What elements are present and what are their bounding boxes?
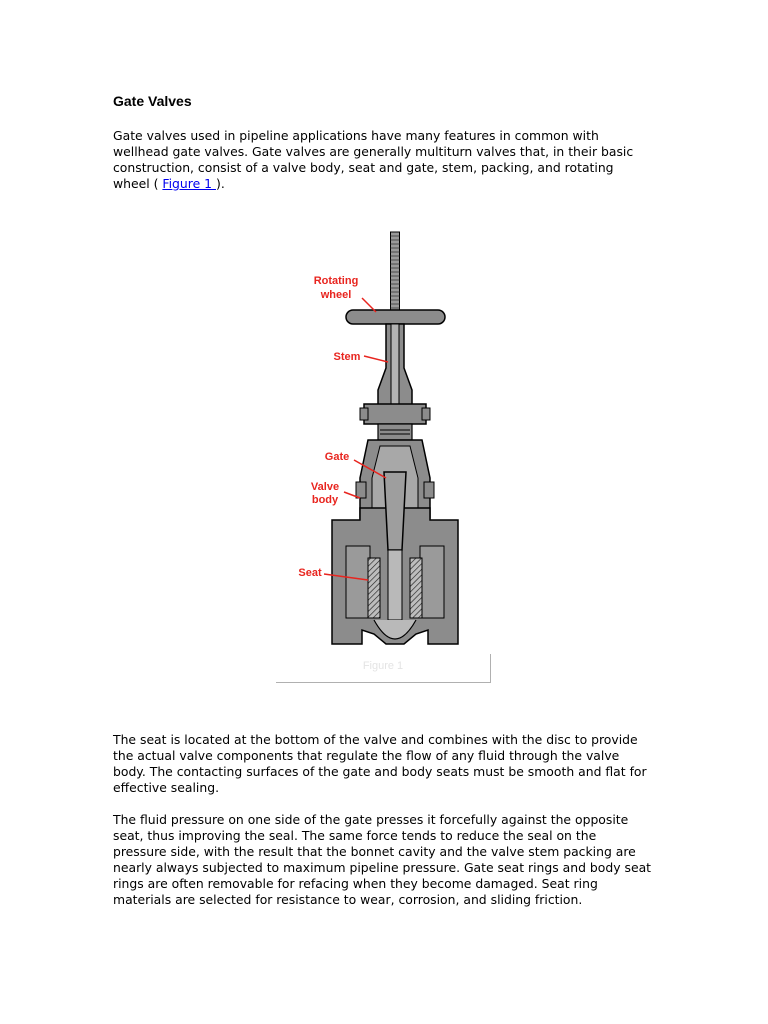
intro-text-end: ).	[215, 176, 225, 191]
label-seat: Seat	[298, 567, 322, 579]
intro-paragraph	[113, 128, 653, 192]
label-wheel: wheel	[320, 289, 352, 301]
label-valve: Valve	[310, 481, 340, 493]
pressure-paragraph: The fluid pressure on one side of the gate presses it forcefully against the opposite seat, thus improving the seal. The same force tends to reduce the seal on the pressure side, with the result that the bonnet cavity and the valve stem packing are nearly always subjected to maximum pipeline pressure. Gate seat rings and body seat rings are often removable for refacing when they become damaged. Seat ring materials are selected for resistance to wear, corrosion, and sliding friction.	[113, 812, 652, 907]
label-rotating: Rotating	[313, 275, 359, 287]
seat-left	[368, 558, 380, 618]
label-gate: Gate	[324, 451, 350, 463]
intro-text: Gate valves used in pipeline applications have many features in common with wellhead gate valves. Gate valves are generally multiturn valves that, in their basic construction, consist of a valve body, seat and gate, stem, packing, and rotating wheel (	[113, 128, 634, 191]
label-body: body	[311, 494, 339, 506]
figure-1-link[interactable]: Figure 1	[162, 176, 216, 191]
page-title: Gate Valves	[113, 93, 192, 109]
threaded-stem	[391, 232, 400, 314]
gate-wedge	[384, 472, 406, 550]
seat-paragraph: The seat is located at the bottom of the valve and combines with the disc to provide the actual valve components that regulate the flow of any fluid through the valve body. The contacting surfaces of the gate and body seats must be smooth and flat for effective sealing.	[113, 732, 647, 795]
seat-right	[410, 558, 422, 618]
rotating-wheel	[346, 310, 445, 324]
bonnet-flange	[364, 404, 426, 424]
label-stem: Stem	[333, 351, 361, 363]
figure-caption: Figure 1	[362, 660, 404, 672]
gate-valve-diagram	[276, 228, 492, 654]
gate-valve-figure	[276, 228, 492, 684]
